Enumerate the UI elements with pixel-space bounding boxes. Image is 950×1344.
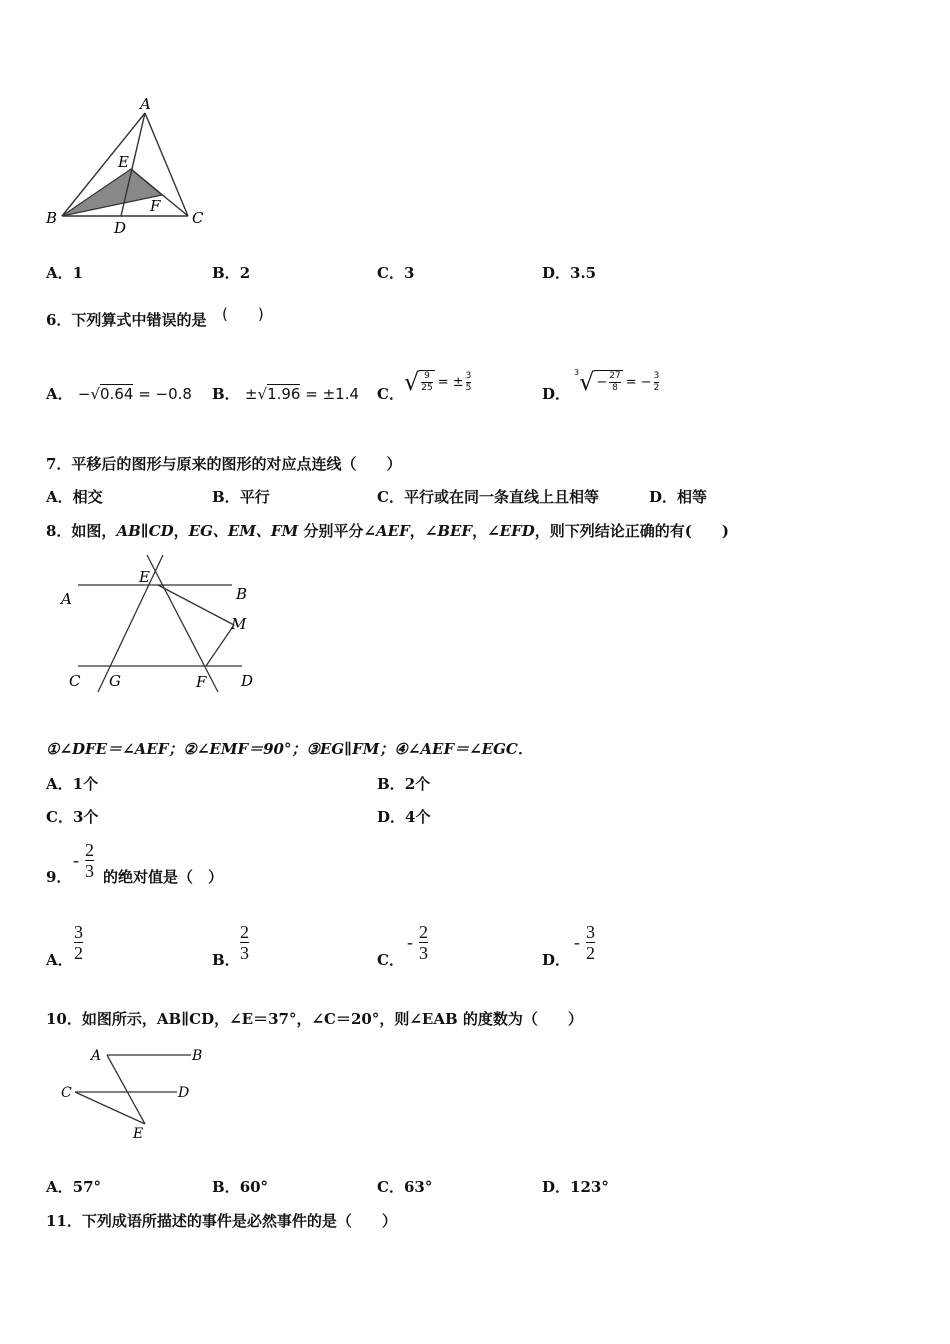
q10-option-d[interactable]: D．123° <box>542 1178 609 1196</box>
label-a: A <box>140 95 151 113</box>
q6-option-d[interactable]: D． <box>542 385 571 403</box>
q9-number: 9． <box>46 868 72 886</box>
label-d: D <box>241 672 254 690</box>
q8-option-d[interactable]: D．4个 <box>377 808 431 826</box>
q9-option-d-letter[interactable]: D． <box>542 951 571 969</box>
label-e: E <box>133 1126 144 1142</box>
q9-option-c-letter[interactable]: C． <box>377 951 404 969</box>
label-b: B <box>236 585 248 603</box>
q9-option-b-letter[interactable]: B． <box>212 951 240 969</box>
q9-stem: 的绝对值是（ ） <box>103 868 224 886</box>
q10-option-a[interactable]: A．57° <box>46 1178 102 1196</box>
sqrt-icon: √ <box>579 368 595 396</box>
sqrt-icon: √ <box>257 385 268 403</box>
q5-option-a[interactable]: A．1 <box>46 264 84 282</box>
q8-option-c[interactable]: C．3个 <box>46 808 99 826</box>
q8-option-a[interactable]: A．1个 <box>46 775 99 793</box>
q6-option-d-expr: 3 √ − 27 8 = − 3 2 <box>574 368 660 396</box>
label-a: A <box>91 1048 102 1064</box>
q11-stem: 11．下列成语所描述的事件是必然事件的是（ ） <box>46 1212 397 1230</box>
sqrt-icon: √ <box>404 368 420 396</box>
q9-option-a[interactable]: $\frac{3}{2}$ <box>74 922 83 963</box>
q6-option-b[interactable]: B． ±√1.96 = ±1.4 <box>212 385 360 403</box>
q10-stem: 10．如图所示，AB∥CD，∠E＝37°，∠C＝20°，则∠EAB 的度数为（ ） <box>46 1010 583 1028</box>
label-f: F <box>196 673 207 691</box>
label-f: F <box>150 197 161 215</box>
q9-fraction: - $\frac{2}{3}$ <box>73 840 94 881</box>
q9-option-a-letter[interactable]: A． <box>46 951 73 969</box>
label-b: B <box>192 1048 203 1064</box>
q5-option-b[interactable]: B．2 <box>212 264 251 282</box>
q9-option-b[interactable]: $\frac{2}{3}$ <box>240 922 249 963</box>
label-c: C <box>61 1085 72 1101</box>
label-d: D <box>114 219 127 237</box>
q10-option-b[interactable]: B．60° <box>212 1178 269 1196</box>
q6-stem: 6．下列算式中错误的是 <box>46 311 207 329</box>
q8-option-b[interactable]: B．2个 <box>377 775 431 793</box>
label-a: A <box>61 590 72 608</box>
q6-paren: ( ) <box>222 305 264 323</box>
q8-conclusions: ①∠DFE＝∠AEF；②∠EMF＝90°；③EG∥FM；④∠AEF＝∠EGC． <box>46 740 533 758</box>
sqrt-icon: √ <box>90 385 101 403</box>
q10-option-c[interactable]: C．63° <box>377 1178 433 1196</box>
label-e: E <box>139 568 150 586</box>
label-d: D <box>178 1085 190 1101</box>
q6-option-c[interactable]: C． <box>377 385 404 403</box>
label-c: C <box>192 209 204 227</box>
shaded-triangle-bef <box>62 169 162 216</box>
q5-option-d[interactable]: D．3.5 <box>542 264 597 282</box>
label-g: G <box>109 672 121 690</box>
label-e: E <box>118 153 129 171</box>
q9-option-c[interactable]: - $\frac{2}{3}$ <box>407 922 428 963</box>
q7-option-d[interactable]: D．相等 <box>649 488 708 506</box>
q7-stem: 7．平移后的图形与原来的图形的对应点连线（ ） <box>46 455 402 473</box>
q9-option-d[interactable]: - $\frac{3}{2}$ <box>574 922 595 963</box>
q8-parallel-lines-diagram <box>50 550 270 700</box>
q8-stem: 8．如图，AB∥CD，EG、EM、FM 分别平分∠AEF，∠BEF，∠EFD，则下列结论正确的有( ) <box>46 522 729 540</box>
q6-option-a[interactable]: A． −√0.64 = −0.8 <box>46 385 192 403</box>
q10-parallel-lines-diagram <box>55 1042 215 1142</box>
q5-option-c[interactable]: C．3 <box>377 264 415 282</box>
q7-option-a[interactable]: A．相交 <box>46 488 103 506</box>
q5-triangle-diagram <box>40 95 215 240</box>
q7-option-c[interactable]: C．平行或在同一条直线上且相等 <box>377 488 599 506</box>
q6-option-c-expr: √ 9 25 = ± 3 5 <box>404 368 472 396</box>
label-b: B <box>46 209 58 227</box>
label-m: M <box>231 615 247 633</box>
label-c: C <box>69 672 81 690</box>
q7-option-b[interactable]: B．平行 <box>212 488 270 506</box>
